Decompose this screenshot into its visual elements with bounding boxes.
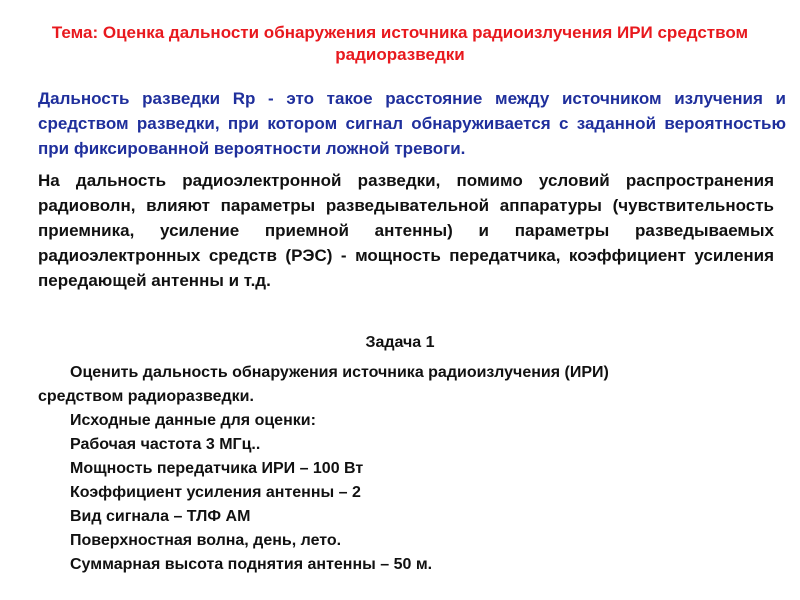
task-item: Мощность передатчика ИРИ – 100 Вт <box>70 460 364 477</box>
slide-title: Тема: Оценка дальности обнаружения источника радиоизлучения ИРИ средством радиоразведки <box>51 23 749 64</box>
task-item: Суммарная высота поднятия антенны – 50 м. <box>70 556 433 573</box>
definition-paragraph: Дальность разведки Rр - это такое расстояние между источником излучения и средством разведки, при котором сигнал обнаруживается с заданной вероятностью при фиксированной вероятности ложной тревоги. <box>38 89 786 158</box>
task-item: Коэффициент усиления антенны – 2 <box>70 484 361 501</box>
task-item: Рабочая частота 3 МГц.. <box>70 436 261 453</box>
task-item: Вид сигнала – ТЛФ АМ <box>70 508 251 525</box>
task-item: Поверхностная волна, день, лето. <box>70 532 342 549</box>
explanation-paragraph: На дальность радиоэлектронной разведки, помимо условий распространения радиоволн, влияют параметры разведывательной аппаратуры (чувствительность приемника, усиление приемной антенны) и параметры разведываемых радиоэлектронных средств (РЭС) - мощность передатчика, коэффициент усиления передающей антенны и т.д. <box>38 171 774 290</box>
task-body <box>38 361 768 577</box>
task-item: Исходные данные для оценки: <box>70 412 316 429</box>
task-intro-line-1: Оценить дальность обнаружения источника радиоизлучения (ИРИ) <box>70 364 609 381</box>
task-intro-line-2: средством радиоразведки. <box>38 388 254 405</box>
task-heading: Задача 1 <box>365 334 435 351</box>
